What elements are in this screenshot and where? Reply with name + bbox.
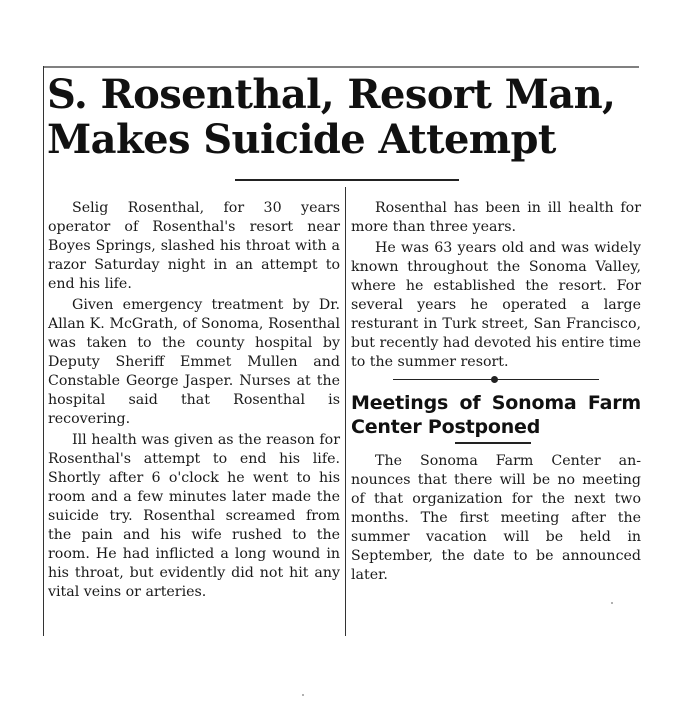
main-headline xyxy=(47,72,647,162)
left-border xyxy=(43,66,44,636)
headline-line-1: S. Rosenthal, Resort Man, xyxy=(47,71,616,118)
article-paragraph: The Sonoma Farm Center announces that there will be no meeting of that organization for the next two months. The first meeting after the summer vacation will be held in September, the date to be announced later. xyxy=(351,453,641,583)
newspaper-clipping xyxy=(43,66,643,636)
article-paragraph: Selig Rosenthal, for 30 years operator of Rosenthal's resort near Boyes Springs, slashed his throat with a razor Saturday night in an attempt to end his life. xyxy=(48,200,340,292)
column-divider xyxy=(345,187,346,636)
column-right xyxy=(351,199,641,587)
second-article-headline: Meetings of Sonoma Farm Center Postponed xyxy=(351,392,641,438)
print-speck xyxy=(611,602,613,604)
article-paragraph: He was 63 years old and was widely known throughout the Sonoma Valley, where he established the resort. For several years he operated a large resturant in Turk street, San Francisco, but recently had devoted his entire time to the summer resort. xyxy=(351,240,641,370)
headline-rule xyxy=(235,179,459,181)
headline-line-2: Makes Suicide Attempt xyxy=(47,116,556,163)
article-separator-ornament xyxy=(393,375,599,385)
top-rule xyxy=(43,66,639,68)
separator-dot-icon xyxy=(491,376,498,383)
print-speck xyxy=(302,694,304,696)
article-paragraph: Given emergency treatment by Dr. Allan K. McGrath, of Sonoma, Rosenthal was taken to the county hospital by Deputy Sheriff Emmet Mullen and Constable George Jasper. Nurses at the hospital said that Rosenthal is recovering. xyxy=(48,297,340,427)
article-paragraph: Rosenthal has been in ill health for more than three years. xyxy=(351,200,641,235)
article-paragraph: Ill health was given as the reason for Rosenthal's attempt to end his life. Shortly after 6 o'clock he went to his room and a few minutes later made the suicide try. Rosenthal screamed from the pain and his wife rushed to the room. He had inflicted a long wound in his throat, but evidently did not hit any vital veins or arteries. xyxy=(48,432,340,600)
subhead-rule xyxy=(455,442,531,444)
column-left xyxy=(48,199,340,604)
